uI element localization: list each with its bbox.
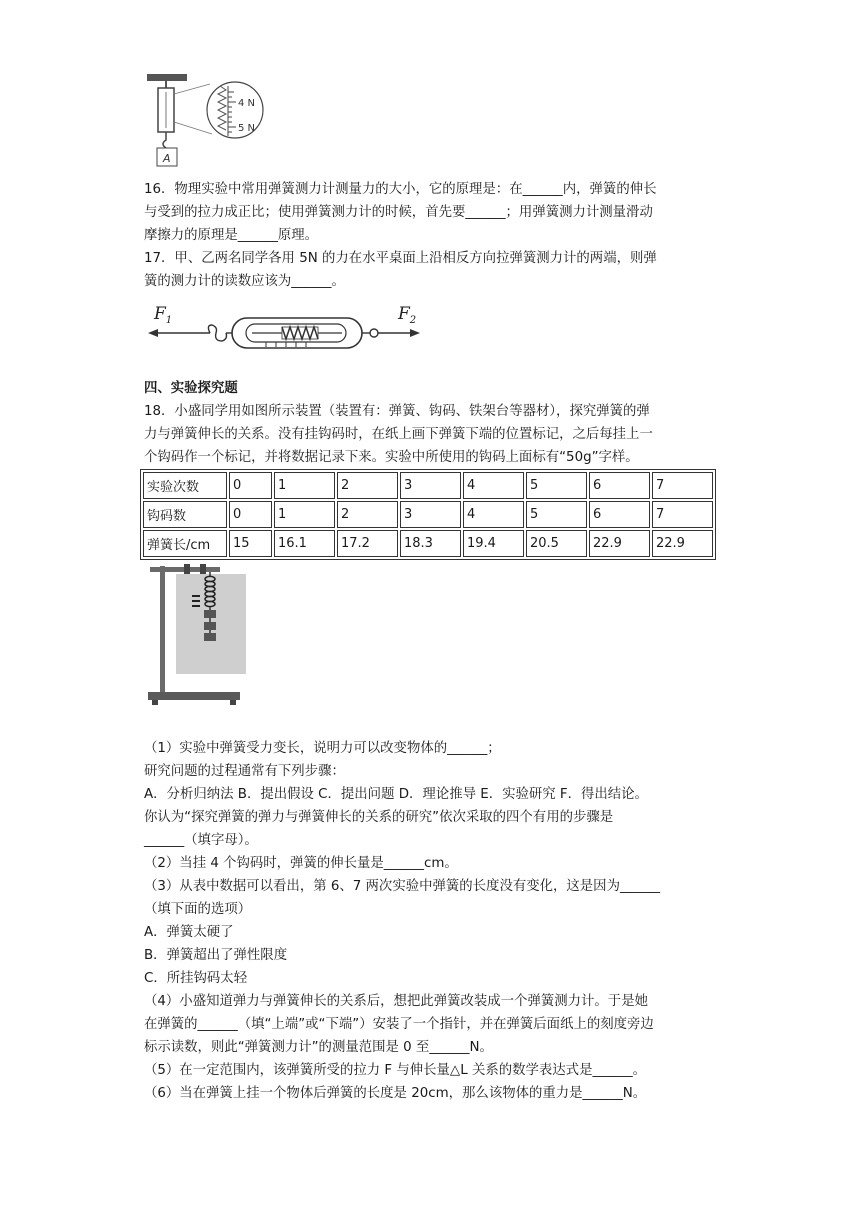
table-cell: 18.3 xyxy=(400,530,461,557)
table-row xyxy=(143,501,713,528)
table-cell: 6 xyxy=(589,472,650,499)
hook-weight xyxy=(204,610,216,618)
table-cell: 4 xyxy=(463,501,524,528)
question-16-line-3: 摩擦力的原理是______原理。 xyxy=(144,228,319,243)
table-cell: 7 xyxy=(652,501,713,528)
question-18-line-1: 18．小盛同学用如图所示装置（装置有：弹簧、钩码、铁架台等器材），探究弹簧的弹 xyxy=(144,404,650,419)
table-cell: 钩码数 xyxy=(143,501,227,528)
table-cell: 弹簧长/cm xyxy=(143,530,227,557)
question-16-line-1: 16．物理实验中常用弹簧测力计测量力的大小，它的原理是：在______内，弹簧的伸长 xyxy=(144,182,657,197)
table-cell: 2 xyxy=(337,472,398,499)
scale-label-5n: 5 N xyxy=(238,123,256,134)
question-18-line-3: 个钩码作一个标记，并将数据记录下来。实验中所使用的钩码上面标有“50g”字样。 xyxy=(144,450,639,465)
table-cell: 3 xyxy=(400,501,461,528)
iron-stand-figure xyxy=(146,562,250,710)
sub-3-option-b: B．弹簧超出了弹性限度 xyxy=(144,948,288,963)
ceiling-bar xyxy=(147,74,187,81)
question-17-line-1: 17．甲、乙两名同学各用 5N 的力在水平桌面上沿相反方向拉弹簧测力计的两端，则弹 xyxy=(144,251,657,266)
block-label: A xyxy=(163,152,171,165)
sub-1-line-1: （1）实验中弹簧受力变长，说明力可以改变物体的______； xyxy=(144,741,501,756)
stand-base xyxy=(148,692,240,700)
sub-1-line-3: A．分析归纳法 B．提出假设 C．提出问题 D．理论推导 E．实验研究 F．得出结论。 xyxy=(144,787,648,802)
sub-4-line-1: （4）小盛知道弹力与弹簧伸长的关系后，想把此弹簧改装成一个弹簧测力计。于是她 xyxy=(144,994,648,1009)
table-cell: 17.2 xyxy=(337,530,398,557)
question-17-line-2: 簧的测力计的读数应该为______。 xyxy=(144,274,345,289)
force-f1-label: $F_1$ xyxy=(154,304,173,326)
pull-scale-figure xyxy=(146,297,426,362)
sub-4-line-2: 在弹簧的______（填“上端”或“下端”）安装了一个指针，并在弹簧后面纸上的刻度旁边 xyxy=(144,1017,654,1032)
table-cell: 22.9 xyxy=(589,530,650,557)
table-cell: 2 xyxy=(337,501,398,528)
sub-3-line-1: （3）从表中数据可以看出，第 6、7 两次实验中弹簧的长度没有变化，这是因为______ xyxy=(144,879,661,894)
table-cell: 实验次数 xyxy=(143,472,227,499)
sub-1-line-4: 你认为“探究弹簧的弹力与弹簧伸长的关系的研究”依次采取的四个有用的步骤是 xyxy=(144,810,614,825)
table-cell: 6 xyxy=(589,501,650,528)
question-16-line-2: 与受到的拉力成正比；使用弹簧测力计的时候，首先要______；用弹簧测力计测量滑动 xyxy=(144,205,653,220)
table-cell: 1 xyxy=(274,472,335,499)
table-row xyxy=(143,530,713,557)
table-cell: 22.9 xyxy=(652,530,713,557)
table-cell: 15 xyxy=(229,530,272,557)
force-f2-label: $F_2$ xyxy=(398,304,417,326)
sub-1-line-2: 研究问题的过程通常有下列步骤： xyxy=(144,764,345,779)
table-cell: 4 xyxy=(463,472,524,499)
section-4-heading: 四、实验探究题 xyxy=(144,381,238,396)
table-cell: 5 xyxy=(526,501,587,528)
sub-1-line-5: ______（填字母）。 xyxy=(144,833,258,848)
hook-weight xyxy=(204,622,216,630)
table-row xyxy=(143,472,713,499)
table-cell: 7 xyxy=(652,472,713,499)
table-cell: 16.1 xyxy=(274,530,335,557)
sub-6: （6）当在弹簧上挂一个物体后弹簧的长度是 20cm，那么该物体的重力是______N。 xyxy=(144,1086,647,1101)
table-cell: 5 xyxy=(526,472,587,499)
table-cell: 1 xyxy=(274,501,335,528)
table-cell: 0 xyxy=(229,501,272,528)
sub-3-option-c: C．所挂钩码太轻 xyxy=(144,971,248,986)
sub-5: （5）在一定范围内，该弹簧所受的拉力 F 与伸长量△L 关系的数学表达式是______。 xyxy=(144,1063,647,1078)
table-cell: 20.5 xyxy=(526,530,587,557)
table-cell: 19.4 xyxy=(463,530,524,557)
spring-scale-figure xyxy=(142,72,272,172)
hook-weight xyxy=(204,633,216,641)
table-cell: 3 xyxy=(400,472,461,499)
data-table xyxy=(140,469,716,560)
sub-2: （2）当挂 4 个钩码时，弹簧的伸长量是______cm。 xyxy=(144,856,458,871)
question-18-line-2: 力与弹簧伸长的关系。没有挂钩码时，在纸上画下弹簧下端的位置标记，之后每挂上一 xyxy=(144,427,653,442)
sub-3-option-a: A．弹簧太硬了 xyxy=(144,925,234,940)
stand-rod xyxy=(160,566,165,694)
sub-3-line-2: （填下面的选项） xyxy=(144,902,252,917)
scale-label-4n: 4 N xyxy=(238,98,256,109)
table-cell: 0 xyxy=(229,472,272,499)
sub-4-line-3: 标示读数，则此“弹簧测力计”的测量范围是 0 至______N。 xyxy=(144,1040,493,1055)
